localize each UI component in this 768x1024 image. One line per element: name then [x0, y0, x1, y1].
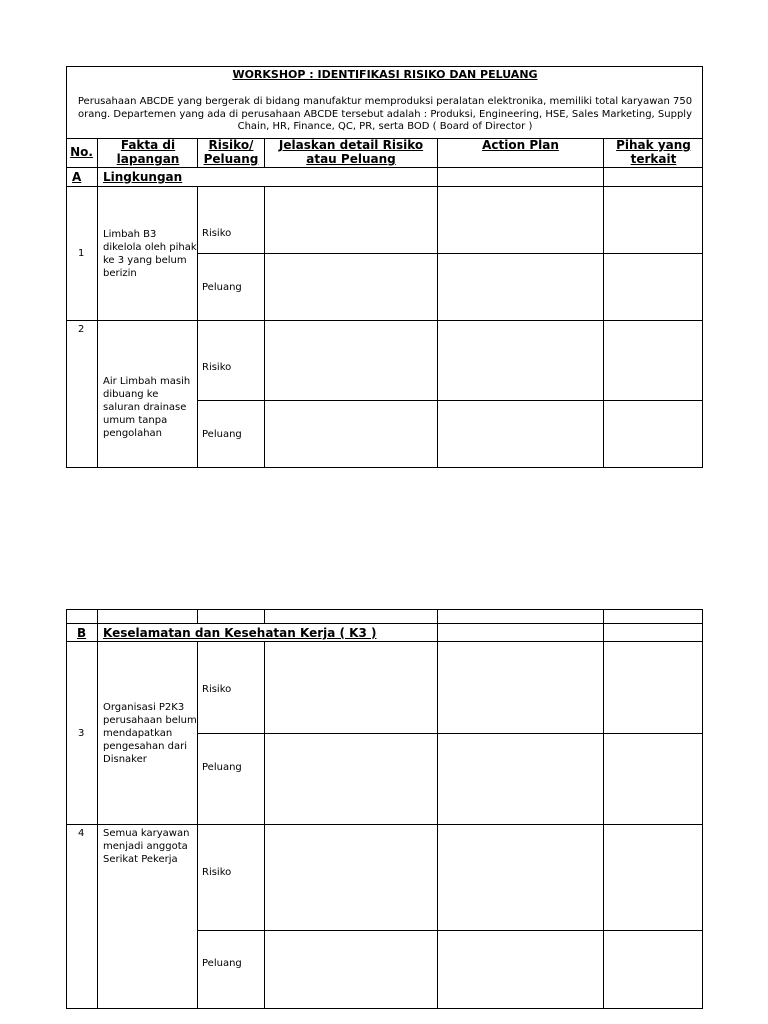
section-code: B — [77, 626, 87, 640]
header-no: No. — [70, 145, 93, 159]
header-risiko-peluang: Risiko/ Peluang — [203, 138, 259, 166]
item-no: 2 — [78, 324, 85, 335]
risiko-label: Risiko — [202, 228, 232, 239]
document-title: WORKSHOP : IDENTIFIKASI RISIKO DAN PELUANG — [232, 68, 538, 81]
document-intro: Perusahaan ABCDE yang bergerak di bidang manufaktur memproduksi peralatan elektronika, memiliki total karyawan 750 orang. Departemen yang ada di perusahaan ABCDE tersebut adalah : Produksi, Engineering, HSE, Sales Marketing, Supply Chain, HR, Finance, QC, PR, serta BOD ( Board of Director ) — [77, 96, 693, 132]
item-no: 3 — [78, 728, 85, 739]
item-no: 4 — [78, 828, 85, 839]
item-fakta: Limbah B3 dikelola oleh pihak ke 3 yang belum berizin — [103, 229, 197, 279]
header-detail: Jelaskan detail Risiko atau Peluang — [278, 138, 424, 166]
peluang-label: Peluang — [202, 429, 242, 440]
peluang-label: Peluang — [202, 762, 242, 773]
peluang-label: Peluang — [202, 282, 242, 293]
item-fakta: Organisasi P2K3 perusahaan belum mendapatkan pengesahan dari Disnaker — [103, 702, 197, 765]
section-title: Keselamatan dan Kesehatan Kerja ( K3 ) — [103, 626, 377, 640]
risiko-label: Risiko — [202, 362, 232, 373]
section-title: Lingkungan — [103, 170, 183, 184]
item-fakta: Air Limbah masih dibuang ke saluran drainase umum tanpa pengolahan — [103, 376, 191, 439]
risiko-label: Risiko — [202, 867, 232, 878]
section-code: A — [72, 170, 82, 184]
item-fakta: Semua karyawan menjadi anggota Serikat Pekerja — [103, 828, 190, 865]
header-fakta: Fakta di lapangan — [116, 138, 180, 166]
risiko-label: Risiko — [202, 684, 232, 695]
header-action-plan: Action Plan — [482, 138, 559, 152]
item-no: 1 — [78, 248, 85, 259]
peluang-label: Peluang — [202, 958, 242, 969]
header-pihak: Pihak yang terkait — [616, 138, 691, 166]
